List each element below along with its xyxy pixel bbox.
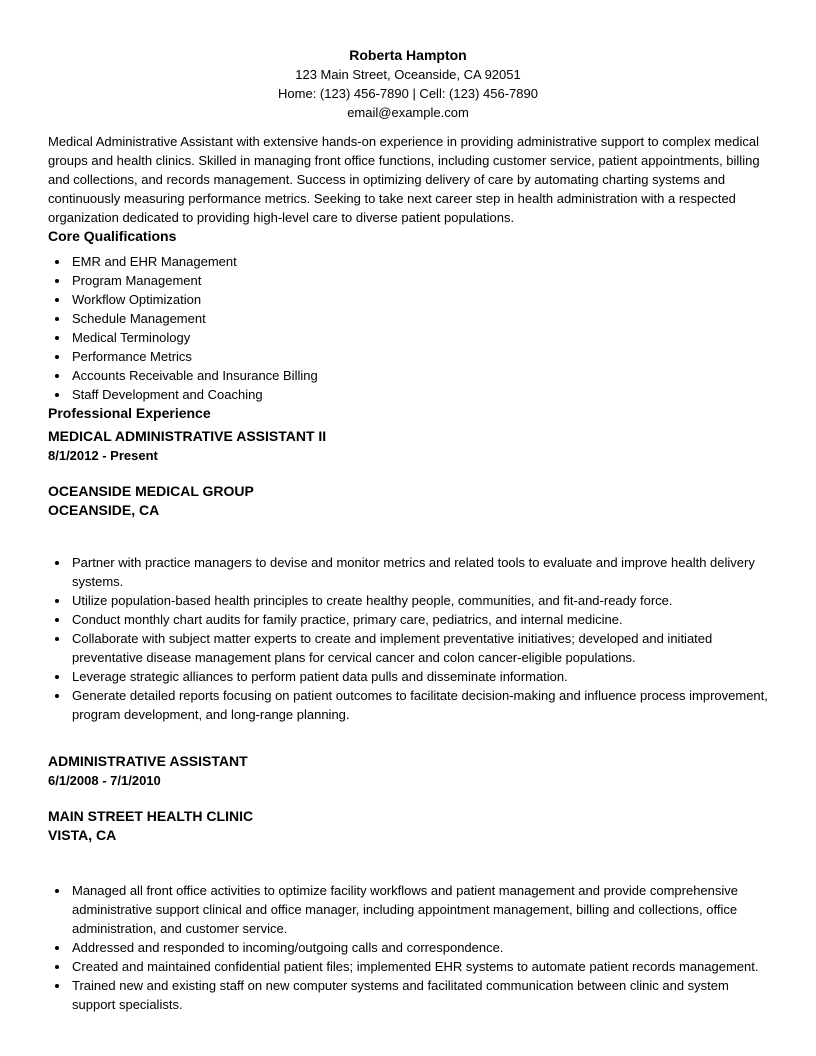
job-company: MAIN STREET HEALTH CLINIC [48,808,254,824]
section-heading-core-qualifications: Core Qualifications [48,228,177,244]
job-title: ADMINISTRATIVE ASSISTANT [48,753,248,769]
qualification-item: • Program Management [70,271,768,290]
summary-paragraph: Medical Administrative Assistant with extensive hands-on experience in providing administrative support to complex medical groups and health clinics. Skilled in managing front office functions, including customer service, patient appointments, billing and collections, and records management. Success in optimizing delivery of care by automating charting systems and continuously measuring performance metrics. Seeking to take next career step in health administration with a respected organization dedicated to providing high-level care to diverse patient populations. [48,134,760,225]
experience-bullet: • Addressed and responded to incoming/outgoing calls and correspondence. [70,938,768,957]
experience-bullet: • Utilize population-based health principles to create healthy people, communities, and fit-and-ready force. [70,591,768,610]
contact-address: 123 Main Street, Oceanside, CA 92051 [295,67,521,82]
qualification-item: • Staff Development and Coaching [70,385,768,404]
contact-phones: Home: (123) 456-7890 | Cell: (123) 456-7890 [278,86,538,101]
experience-bullet: • Collaborate with subject matter experts to create and implement preventative initiatives; developed and initiated preventative disease management plans for cervical cancer and colon cancer-eligible populations. [70,629,768,667]
qualification-item: • Workflow Optimization [70,290,768,309]
experience-bullet: • Partner with practice managers to devise and monitor metrics and related tools to evaluate and improve health delivery systems. [70,553,768,591]
job-duties-list [48,553,768,724]
contact-name: Roberta Hampton [349,47,467,63]
job-location: VISTA, CA [48,827,117,843]
qualification-item: • Medical Terminology [70,328,768,347]
qualification-item: • Performance Metrics [70,347,768,366]
job-duties-list [48,881,768,1014]
experience-entry-2 [48,752,768,1014]
qualification-item: • Schedule Management [70,309,768,328]
core-qualifications-list [48,252,768,404]
experience-bullet: • Trained new and existing staff on new computer systems and facilitated communication between clinic and system support specialists. [70,976,768,1014]
experience-bullet: • Leverage strategic alliances to perform patient data pulls and disseminate information. [70,667,768,686]
job-dates: 6/1/2008 - 7/1/2010 [48,773,161,788]
experience-bullet: • Generate detailed reports focusing on patient outcomes to facilitate decision-making and influence process improvement, program development, and long-range planning. [70,686,768,724]
resume-header [48,46,768,122]
experience-bullet: • Managed all front office activities to optimize facility workflows and patient management and provide comprehensive administrative support clinical and office manager, including appointment management, billing and collections, office administration, and customer service. [70,881,768,938]
section-heading-professional-experience: Professional Experience [48,405,211,421]
qualification-item: • EMR and EHR Management [70,252,768,271]
job-location: OCEANSIDE, CA [48,502,160,518]
experience-bullet: • Created and maintained confidential patient files; implemented EHR systems to automate patient records management. [70,957,768,976]
job-company: OCEANSIDE MEDICAL GROUP [48,483,254,499]
job-title: MEDICAL ADMINISTRATIVE ASSISTANT II [48,428,327,444]
contact-email: email@example.com [347,105,469,120]
qualification-item: • Accounts Receivable and Insurance Billing [70,366,768,385]
experience-entry-1 [48,427,768,724]
experience-bullet: • Conduct monthly chart audits for family practice, primary care, pediatrics, and internal medicine. [70,610,768,629]
job-dates: 8/1/2012 - Present [48,448,158,463]
